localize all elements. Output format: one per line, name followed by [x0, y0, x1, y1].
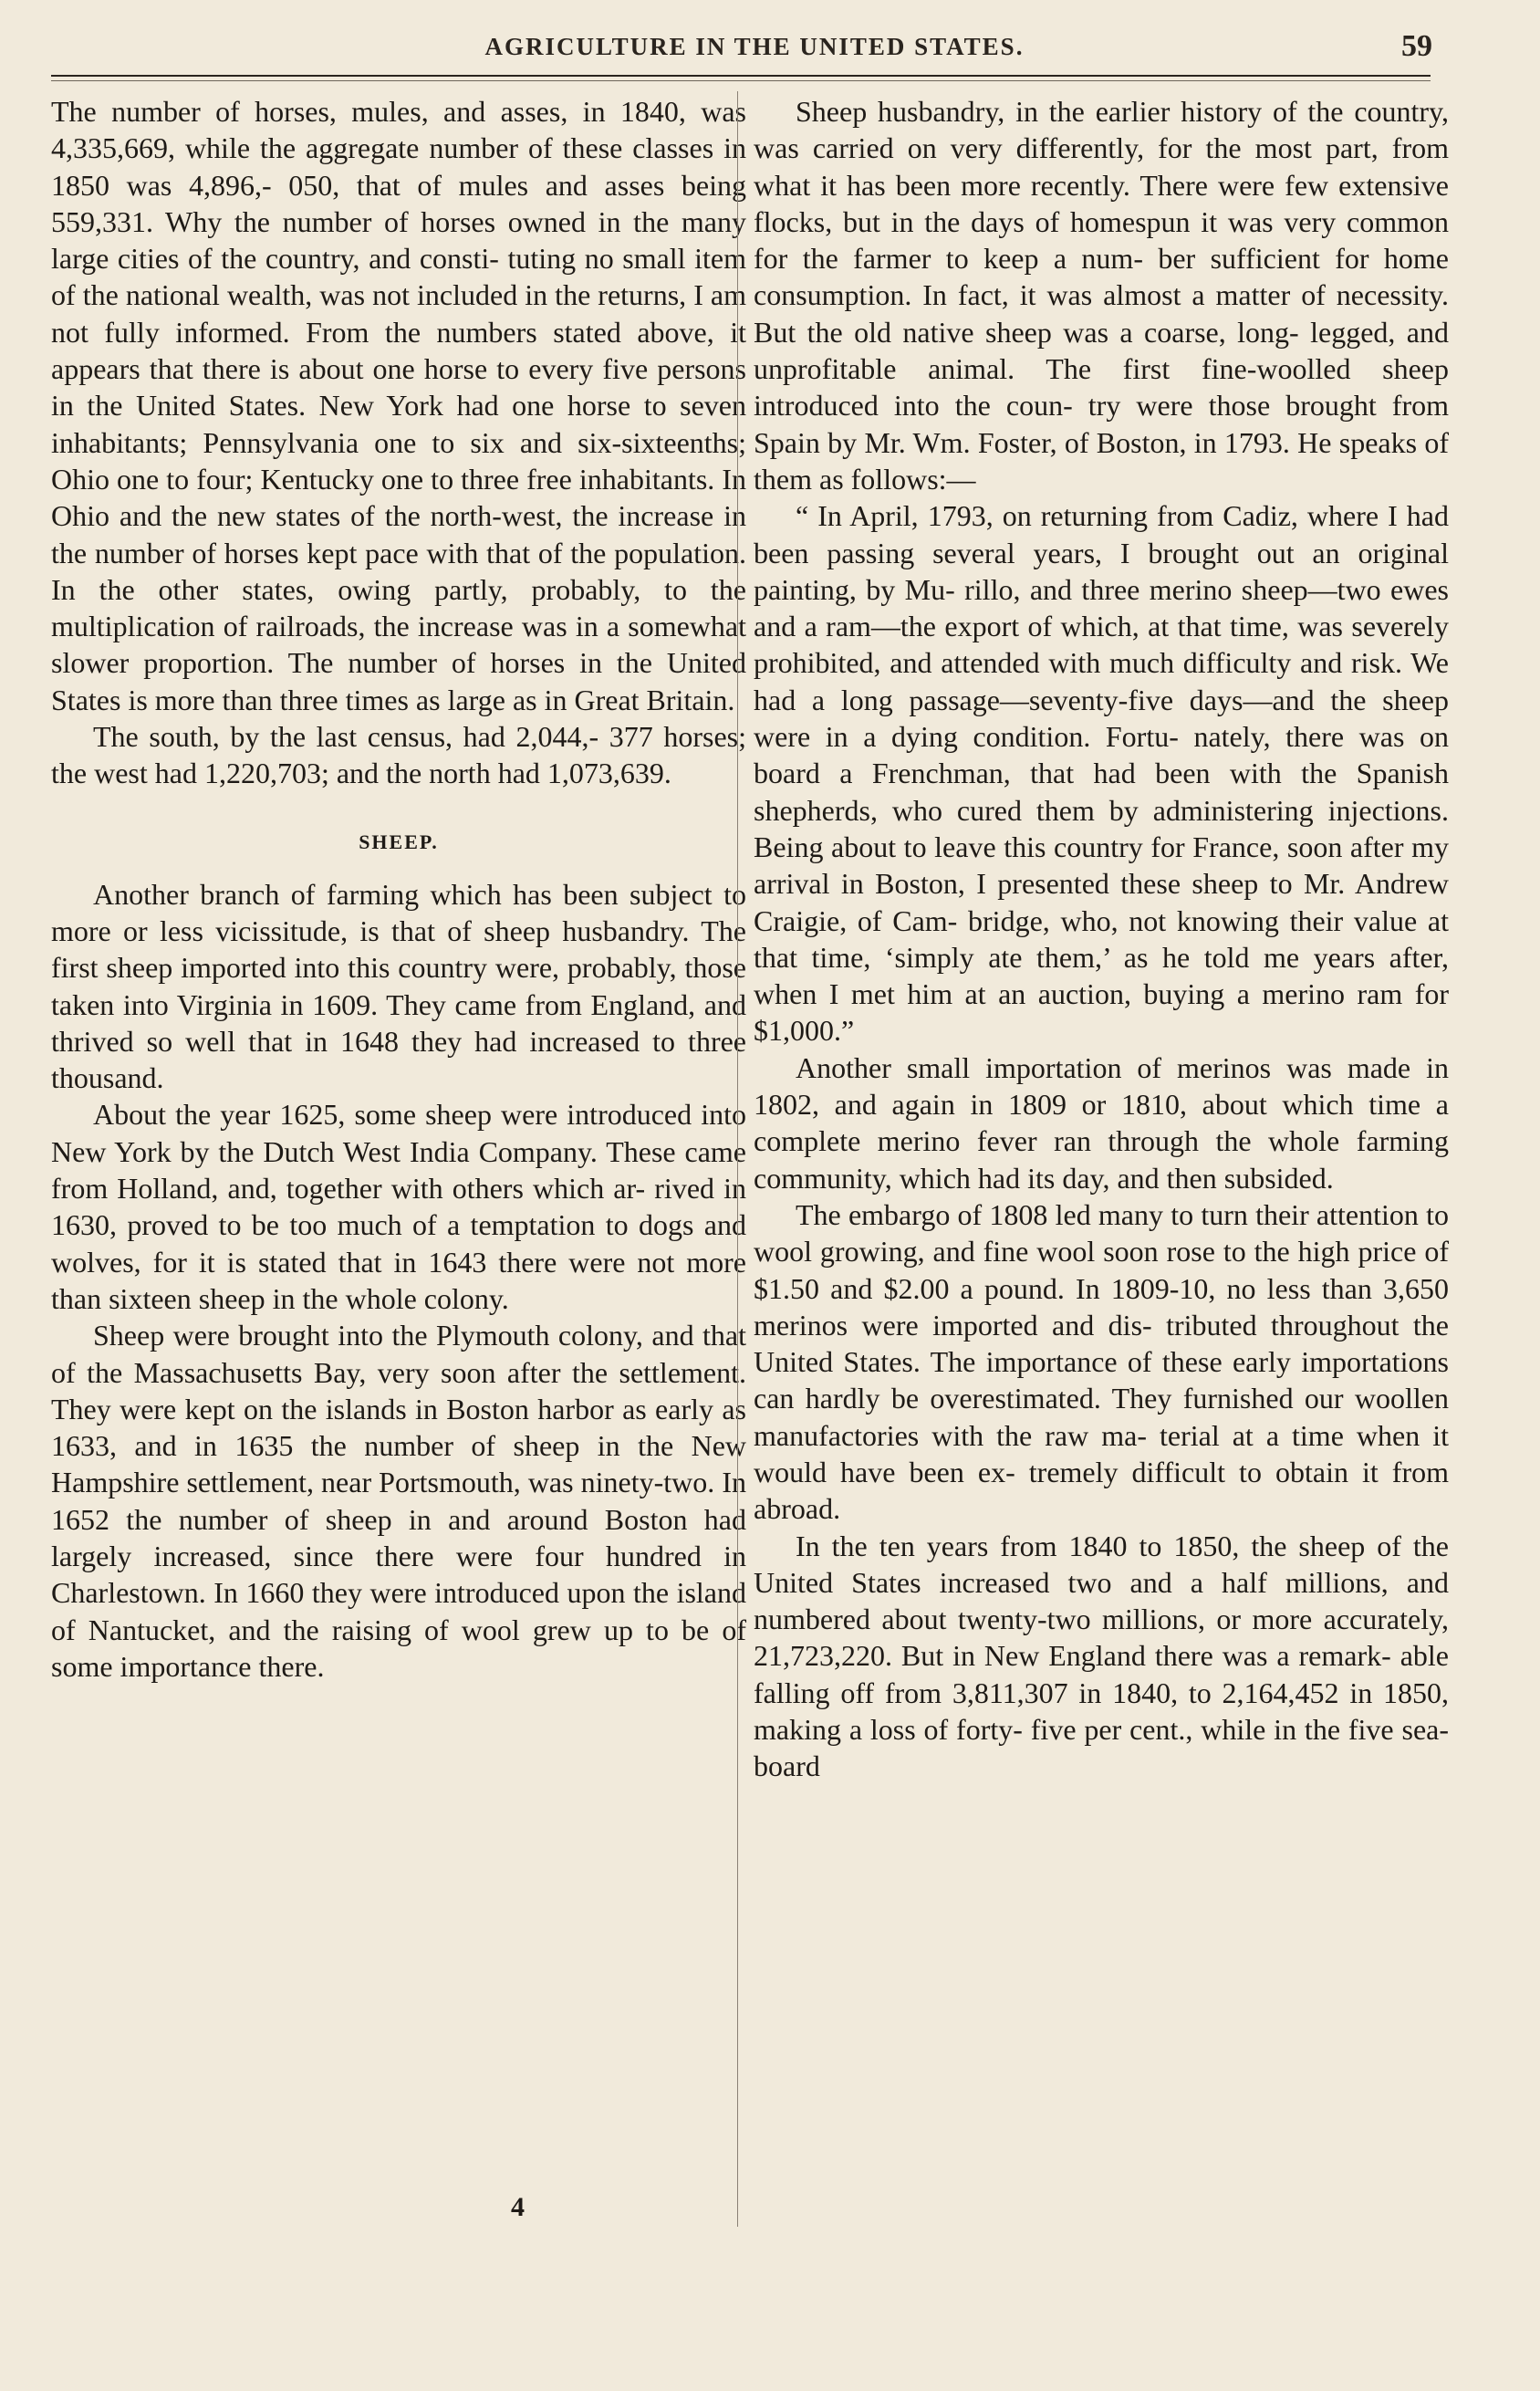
paragraph-sheep-new-york: About the year 1625, some sheep were introduced into New York by the Dutch West India Company. These came from Holland, and, together with others which ar- rived in 1630, proved to be too much of a temptation to dogs and wolves, for it is stated that in 1643 there were not more than sixteen sheep in the whole colony. [51, 1098, 746, 1315]
page-number: 59 [1401, 29, 1432, 63]
right-column [754, 93, 1449, 1785]
paragraph-horses-regions: The south, by the last census, had 2,044,- 377 horses; the west had 1,220,703; and the north had 1,073,639. [51, 720, 746, 790]
header-rule-thin [51, 80, 1431, 81]
paragraph-foster-quote: “ In April, 1793, on returning from Cadiz, where I had been passing several years, I brought out an original painting, by Mu- rillo, and three merino sheep—two ewes and a ram—the export of which, at that time, was severely prohibited, and attended with much difficulty and risk. We had a long passage—seventy-five days—and the sheep were in a dying condition. Fortu- nately, there was on board a Frenchman, that had been with the Spanish shepherds, who cured them by administering injections. Being about to leave this country for France, soon after my arrival in Boston, I presented these sheep to Mr. Andrew Craigie, of Cam- bridge, who, not knowing their value at that time, ‘simply ate them,’ as he told me years after, when I met him at an auction, buying a merino ram for $1,000.” [754, 499, 1449, 1048]
left-column [51, 93, 746, 1685]
running-head [51, 26, 1458, 71]
paragraph-sheep-census: In the ten years from 1840 to 1850, the sheep of the United States increased two and a half millions, and numbered about twenty-two millions, or more accurately, 21,723,220. But in New England there was a remark- able falling off from 3,811,307 in 1840, to 2,164,452 in 1850, making a loss of forty- five per cent., while in the five sea-board [754, 1529, 1449, 1783]
paragraph-horses-count: The number of horses, mules, and asses, in 1840, was 4,335,669, while the aggregate number of these classes in 1850 was 4,896,- 050, that of mules and asses being 559,331. Why the number of horses owned in the many large cities of the country, and consti- tuting no small item of the national wealth, was not included in the returns, I am not fully informed. From the numbers stated above, it appears that there is about one horse to every five persons in the United States. New York had one horse to seven inhabitants; Pennsylvania one to six and six-sixteenths; Ohio one to four; Kentucky one to three free inhabitants. In Ohio and the new states of the north-west, the increase in the number of horses kept pace with that of the population. In the other states, owing partly, probably, to the multiplication of railroads, the increase was in a somewhat slower proportion. The number of horses in the United States is more than three times as large as in Great Britain. [51, 95, 746, 716]
header-rule [51, 75, 1431, 77]
paragraph-merino-importation: Another small importation of merinos was made in 1802, and again in 1809 or 1810, about which time a complete merino fever ran through the whole farming community, which had its day, and then subsided. [754, 1050, 1449, 1195]
signature-mark: 4 [511, 2192, 525, 2222]
paragraph-sheep-plymouth: Sheep were brought into the Plymouth colony, and that of the Massachusetts Bay, very soon after the settlement. They were kept on the islands in Boston harbor as early as 1633, and in 1635 the number of sheep in the New Hampshire settlement, near Portsmouth, was ninety-two. In 1652 the number of sheep in and around Boston had largely increased, since there were four hundred in Charlestown. In 1660 they were introduced upon the island of Nantucket, and the raising of wool grew up to be of some importance there. [51, 1319, 746, 1683]
paragraph-embargo: The embargo of 1808 led many to turn their attention to wool growing, and fine wool soon rose to the high price of $1.50 and $2.00 a pound. In 1809-10, no less than 3,650 merinos were imported and dis- tributed throughout the United States. The importance of these early importations can hardly be overestimated. They furnished our woollen manufactories with the raw ma- terial at a time when it would have been ex- tremely difficult to obtain it from abroad. [754, 1197, 1449, 1526]
column-divider [737, 91, 738, 2227]
running-title: AGRICULTURE IN THE UNITED STATES. [484, 33, 1025, 60]
paragraph-sheep-virginia: Another branch of farming which has been subject to more or less vicissitude, is that of sheep husbandry. The first sheep imported into this country were, probably, those taken into Virginia in 1609. They came from England, and thrived so well that in 1648 they had increased to three thousand. [51, 877, 746, 1095]
section-heading-sheep: SHEEP. [359, 830, 439, 853]
paragraph-sheep-husbandry-history: Sheep husbandry, in the earlier history of the country, was carried on very differently, for the most part, from what it has been more recently. There were few extensive flocks, but in the days of homespun it was very common for the farmer to keep a num- ber sufficient for home consumption. In fact, it was almost a matter of necessity. But the old native sheep was a coarse, long- legged, and unprofitable animal. The first fine-woolled sheep introduced into the coun- try were those brought from Spain by Mr. Wm. Foster, of Boston, in 1793. He speaks of them as follows:— [754, 95, 1449, 496]
